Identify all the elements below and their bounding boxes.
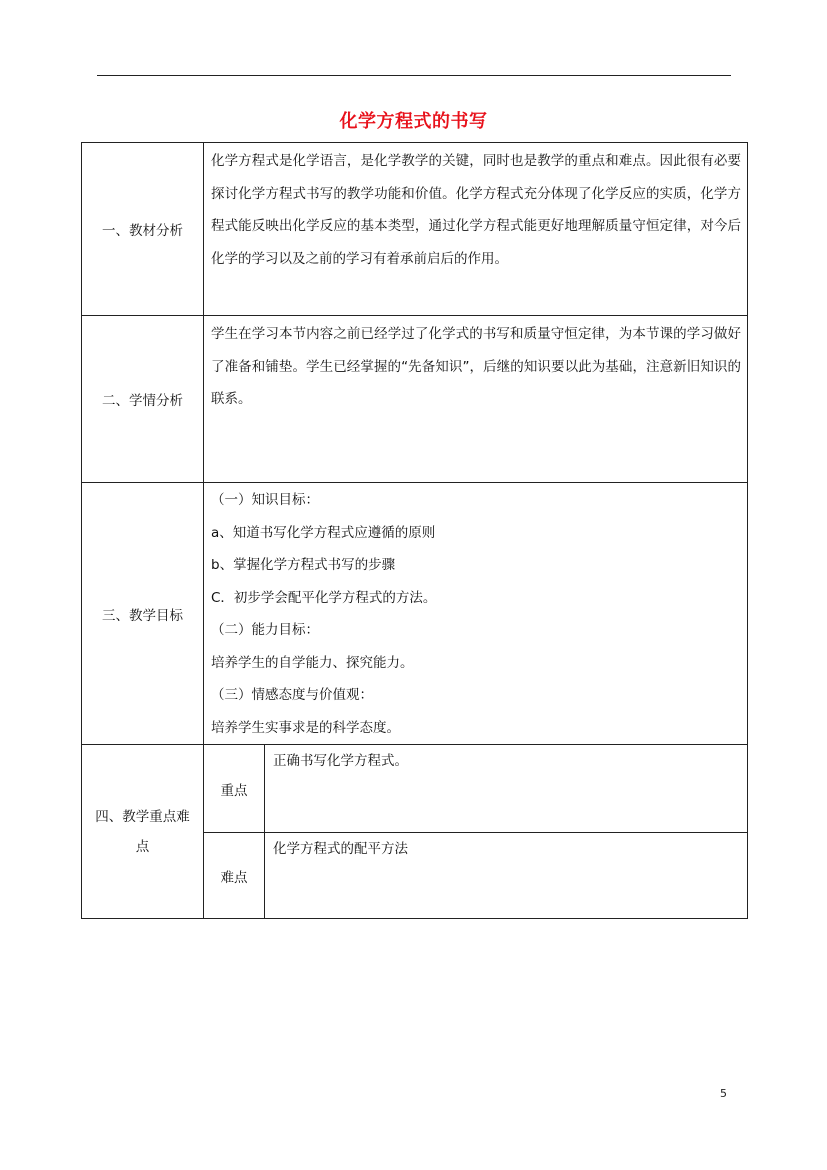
sub-label-key-point: 重点 [204, 745, 265, 833]
section-text: 化学方程式是化学语言，是化学教学的关键，同时也是教学的重点和难点。因此很有必要探讨化学方程式书写的教学功能和价值。化学方程式充分体现了化学反应的实质，化学方程式能反映出化学反应的基本类型，通过化学方程式能更好地理解质量守恒定律，对今后化学的学习以及之前的学习有着承前启后的作用。 [211, 153, 741, 267]
section-label-student-analysis: 二、学情分析 [82, 316, 204, 483]
section-content-textbook-analysis [204, 143, 748, 316]
header-rule [97, 75, 731, 76]
list-item: C．初步学会配平化学方程式的方法。 [211, 589, 437, 606]
key-point-text: 正确书写化学方程式。 [273, 753, 408, 769]
section-text: 学生在学习本节内容之前已经学过了化学式的书写和质量守恒定律，为本节课的学习做好了准备和铺垫。学生已经掌握的“先备知识”，后继的知识要以此为基础，注意新旧知识的联系。 [211, 326, 741, 407]
sub-label-difficult-point: 难点 [204, 833, 265, 919]
list-item: （一）知识目标： [211, 492, 319, 508]
list-item: 培养学生的自学能力、探究能力。 [211, 654, 414, 671]
section-label-text: 四、教学重点难点 [95, 808, 190, 855]
page-number: 5 [720, 1087, 727, 1100]
lesson-plan-table [81, 142, 748, 919]
list-item: （二）能力目标： [211, 622, 319, 638]
list-item: b、掌握化学方程式书写的步骤 [211, 557, 396, 573]
table-row [82, 745, 748, 833]
table-row [82, 483, 748, 745]
difficult-point-text: 化学方程式的配平方法 [273, 841, 408, 857]
document-title: 化学方程式的书写 [339, 111, 488, 132]
table-row [82, 143, 748, 316]
difficult-point-content [265, 833, 748, 919]
section-label-key-difficult-points [82, 745, 204, 919]
list-item: a、知道书写化学方程式应遵循的原则 [211, 524, 436, 541]
objectives-list [204, 483, 747, 744]
section-label-teaching-objectives: 三、教学目标 [82, 483, 204, 745]
section-content-teaching-objectives [204, 483, 748, 745]
section-label-textbook-analysis: 一、教材分析 [82, 143, 204, 316]
key-point-content [265, 745, 748, 833]
list-item: （三）情感态度与价值观： [211, 687, 373, 703]
table-row [82, 316, 748, 483]
list-item: 培养学生实事求是的科学态度。 [211, 719, 400, 736]
section-content-student-analysis [204, 316, 748, 483]
